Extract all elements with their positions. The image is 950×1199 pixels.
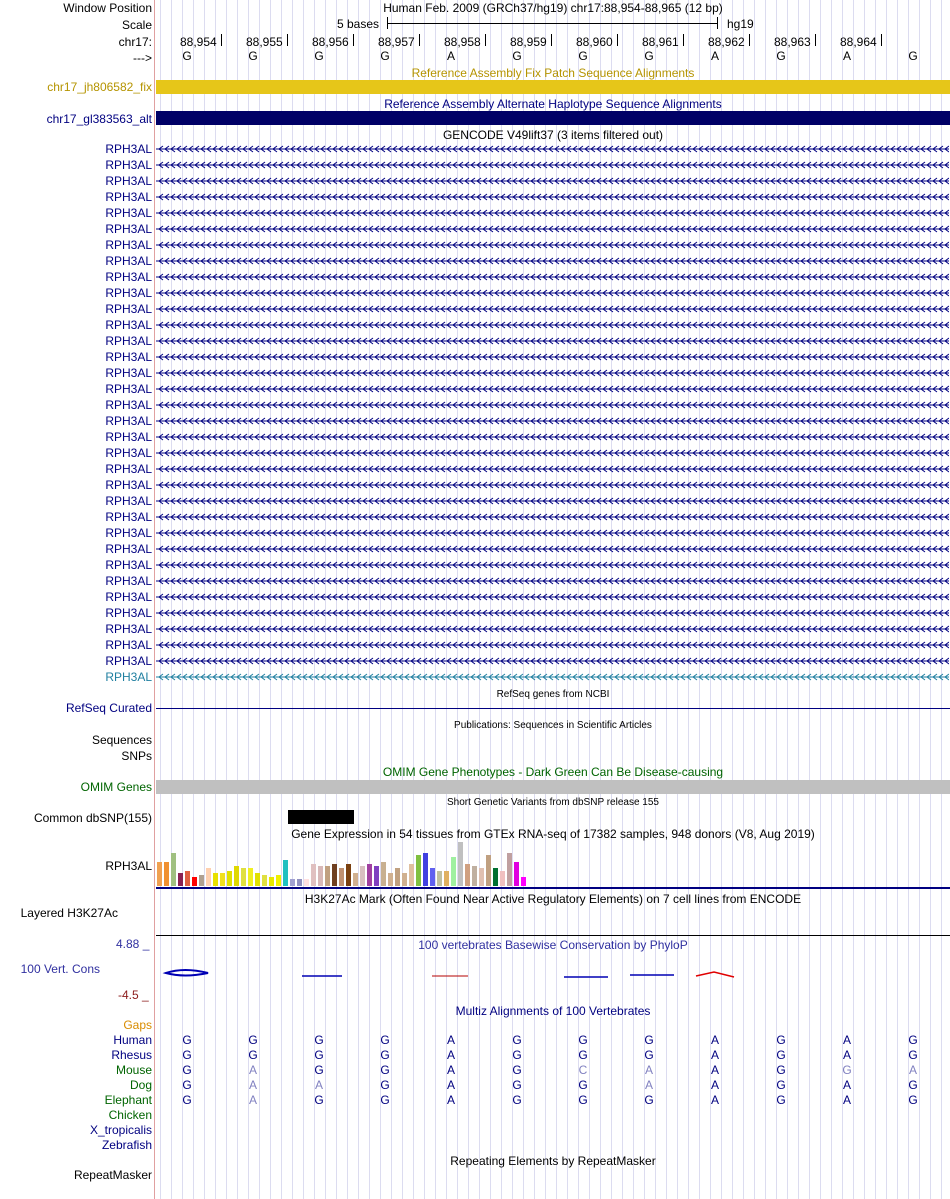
refseq-gene-line[interactable] (156, 708, 950, 709)
fix-patch-track-title: Reference Assembly Fix Patch Sequence Alignments (411, 66, 695, 80)
gencode-transcript[interactable] (156, 510, 949, 524)
multiz-base: G (380, 1063, 390, 1077)
gtex-tissue-bar[interactable] (444, 871, 449, 886)
dbsnp-track-title: Short Genetic Variants from dbSNP release 155 (447, 797, 659, 808)
multiz-species-label[interactable]: Human (113, 1033, 152, 1047)
gtex-tissue-bar[interactable] (248, 868, 253, 886)
gencode-transcript[interactable] (156, 238, 949, 252)
gtex-tissue-bar[interactable] (472, 866, 477, 886)
multiz-base: G (908, 1093, 918, 1107)
gtex-tissue-bar[interactable] (430, 868, 435, 886)
repeatmasker-track-label[interactable]: RepeatMasker (73, 1168, 152, 1182)
multiz-base: G (380, 1078, 390, 1092)
gencode-transcript[interactable] (156, 638, 949, 652)
gencode-transcript-label[interactable]: RPH3AL (105, 302, 152, 316)
gtex-tissue-bar[interactable] (493, 868, 498, 886)
gencode-transcript[interactable] (156, 526, 949, 540)
gencode-transcript-label[interactable]: RPH3AL (105, 238, 152, 252)
gencode-transcript-label[interactable]: RPH3AL (105, 398, 152, 412)
gtex-tissue-bar[interactable] (297, 879, 302, 886)
multiz-species-label[interactable]: Rhesus (111, 1048, 152, 1062)
multiz-base: G (380, 1033, 390, 1047)
gencode-transcript[interactable] (156, 318, 949, 332)
reference-base: G (182, 49, 192, 63)
gencode-transcript[interactable] (156, 270, 949, 284)
browser-title: Human Feb. 2009 (GRCh37/hg19) chr17:88,954-88,965 (12 bp) (383, 1, 723, 15)
gencode-transcript-label[interactable]: RPH3AL (105, 462, 152, 476)
gencode-transcript[interactable] (156, 254, 949, 268)
multiz-base: G (908, 1033, 918, 1047)
gtex-tissue-bar[interactable] (311, 864, 316, 886)
phylop-max-label: 4.88 _ (116, 937, 150, 951)
reference-base: A (446, 49, 455, 63)
gencode-transcript[interactable] (156, 478, 949, 492)
gencode-track-title: GENCODE V49lift37 (3 items filtered out) (442, 128, 664, 142)
position-tick (881, 34, 882, 46)
multiz-base: G (182, 1063, 192, 1077)
position-tick (353, 34, 354, 46)
position-label: 88,958 (444, 35, 481, 49)
multiz-base: G (842, 1063, 852, 1077)
multiz-base: A (248, 1078, 257, 1092)
gtex-tissue-bar[interactable] (339, 868, 344, 886)
multiz-species-label[interactable]: X_tropicalis (89, 1123, 152, 1137)
reference-base: G (512, 49, 522, 63)
gtex-tissue-bar[interactable] (199, 875, 204, 886)
gencode-transcript[interactable] (156, 558, 949, 572)
reference-base: A (710, 49, 719, 63)
gencode-transcript-label[interactable]: RPH3AL (105, 510, 152, 524)
multiz-base: G (314, 1093, 324, 1107)
gencode-transcript[interactable] (156, 462, 949, 476)
gencode-transcript-label[interactable]: RPH3AL (105, 446, 152, 460)
dbsnp-track-label[interactable]: Common dbSNP(155) (33, 811, 152, 825)
multiz-base: A (644, 1063, 653, 1077)
gencode-transcript-label[interactable]: RPH3AL (105, 286, 152, 300)
gtex-tissue-bar[interactable] (283, 860, 288, 886)
gencode-transcript[interactable] (156, 302, 949, 316)
gtex-tissue-bar[interactable] (395, 868, 400, 886)
gtex-track-title: Gene Expression in 54 tissues from GTEx RNA-seq of 17382 samples, 948 donors (V8, Aug 2019) (291, 827, 815, 841)
omim-track-title: OMIM Gene Phenotypes - Dark Green Can Be Disease-causing (382, 765, 724, 779)
chrom-label: chr17: (118, 35, 152, 49)
gtex-tissue-bar[interactable] (402, 873, 407, 886)
gencode-transcript[interactable] (156, 670, 949, 684)
position-label: 88,959 (510, 35, 547, 49)
reference-base: G (380, 49, 390, 63)
multiz-base: A (710, 1033, 719, 1047)
gtex-tissue-bar[interactable] (381, 862, 386, 886)
multiz-base: A (710, 1093, 719, 1107)
gtex-tissue-bar[interactable] (360, 866, 365, 886)
gtex-tissue-bar[interactable] (192, 877, 197, 886)
repeatmasker-track-title: Repeating Elements by RepeatMasker (450, 1154, 656, 1168)
gencode-transcript-label[interactable]: RPH3AL (105, 414, 152, 428)
gtex-tissue-bar[interactable] (514, 862, 519, 886)
gencode-transcript-label[interactable]: RPH3AL (105, 606, 152, 620)
multiz-species-label[interactable]: Zebrafish (101, 1138, 152, 1152)
gencode-transcript-label[interactable]: RPH3AL (105, 542, 152, 556)
multiz-base: A (710, 1063, 719, 1077)
multiz-base: A (710, 1078, 719, 1092)
gtex-tissue-bar[interactable] (178, 873, 183, 886)
multiz-base: G (908, 1048, 918, 1062)
multiz-base: A (446, 1033, 455, 1047)
gtex-tissue-bar[interactable] (206, 868, 211, 886)
gtex-tissue-bar[interactable] (157, 862, 162, 886)
gencode-transcript-label[interactable]: RPH3AL (105, 638, 152, 652)
gtex-tissue-bar[interactable] (255, 873, 260, 886)
multiz-base: G (512, 1033, 522, 1047)
gtex-tissue-bar[interactable] (185, 871, 190, 886)
position-tick (551, 34, 552, 46)
reference-base: G (314, 49, 324, 63)
scale-text: 5 bases (337, 17, 380, 31)
alt-haplotype-track-label[interactable]: chr17_gl383563_alt (46, 112, 152, 126)
multiz-base: C (578, 1063, 588, 1077)
multiz-base: A (908, 1063, 917, 1077)
gtex-tissue-bar[interactable] (437, 871, 442, 886)
gencode-transcript-label[interactable]: RPH3AL (105, 622, 152, 636)
gtex-tissue-bar[interactable] (374, 866, 379, 886)
multiz-base: G (380, 1048, 390, 1062)
gencode-transcript-label[interactable]: RPH3AL (105, 254, 152, 268)
position-label: 88,963 (774, 35, 811, 49)
multiz-base: G (578, 1033, 588, 1047)
gtex-tissue-bar[interactable] (227, 871, 232, 886)
multiz-base: A (248, 1093, 257, 1107)
multiz-base: A (446, 1093, 455, 1107)
multiz-base: G (380, 1093, 390, 1107)
gencode-transcript-label[interactable]: RPH3AL (105, 190, 152, 204)
gencode-transcript-label[interactable]: RPH3AL (105, 590, 152, 604)
multiz-base: G (644, 1093, 654, 1107)
gencode-transcript[interactable] (156, 574, 949, 588)
gtex-tissue-bar[interactable] (262, 875, 267, 886)
scale-bar-right-tick (717, 17, 718, 29)
gtex-tissue-bar[interactable] (304, 879, 309, 886)
gencode-transcript-label[interactable]: RPH3AL (105, 142, 152, 156)
position-label: 88,954 (180, 35, 217, 49)
gencode-transcript-label[interactable]: RPH3AL (105, 526, 152, 540)
gtex-tissue-bar[interactable] (486, 855, 491, 886)
reference-base: G (776, 49, 786, 63)
gtex-tissue-bar[interactable] (164, 862, 169, 886)
fix-patch-track-label[interactable]: chr17_jh806582_fix (47, 80, 152, 94)
multiz-base: G (512, 1063, 522, 1077)
phylop-peak-blue-1 (166, 970, 208, 976)
multiz-species-label[interactable]: Elephant (104, 1093, 152, 1107)
h3k27ac-track-label[interactable]: Layered H3K27Ac (20, 906, 118, 920)
multiz-base: G (776, 1078, 786, 1092)
gencode-transcript[interactable] (156, 206, 949, 220)
position-tick (617, 34, 618, 46)
gtex-tissue-bar[interactable] (234, 866, 239, 886)
omim-phenotype-bar[interactable] (156, 780, 950, 794)
gencode-transcript-label[interactable]: RPH3AL (105, 174, 152, 188)
gtex-tissue-bar[interactable] (171, 853, 176, 886)
phylop-min-label: -4.5 _ (118, 988, 149, 1002)
gencode-transcript-label[interactable]: RPH3AL (105, 366, 152, 380)
h3k27ac-baseline (156, 935, 950, 936)
gencode-transcript[interactable] (156, 446, 949, 460)
multiz-base: G (776, 1063, 786, 1077)
gtex-tissue-bar[interactable] (479, 868, 484, 886)
multiz-base: G (182, 1093, 192, 1107)
gtex-tissue-bar[interactable] (346, 864, 351, 886)
publications-snps-label[interactable]: SNPs (121, 749, 152, 763)
gtex-tissue-bar[interactable] (276, 875, 281, 886)
reference-base: G (644, 49, 654, 63)
gtex-tissue-bar[interactable] (325, 866, 330, 886)
multiz-base: A (842, 1078, 851, 1092)
gencode-transcript[interactable] (156, 430, 949, 444)
gencode-transcript-label[interactable]: RPH3AL (105, 222, 152, 236)
gencode-transcript-label[interactable]: RPH3AL (105, 654, 152, 668)
phylop-track-label[interactable]: 100 Vert. Cons (20, 962, 100, 976)
gtex-tissue-bar[interactable] (241, 868, 246, 886)
multiz-base: G (512, 1048, 522, 1062)
gencode-transcript-label[interactable]: RPH3AL (105, 494, 152, 508)
gencode-transcript[interactable] (156, 174, 949, 188)
gencode-transcript[interactable] (156, 654, 949, 668)
multiz-base: G (248, 1048, 258, 1062)
gencode-transcript-label[interactable]: RPH3AL (105, 382, 152, 396)
gtex-tissue-bar[interactable] (388, 873, 393, 886)
multiz-base: A (248, 1063, 257, 1077)
multiz-species-label[interactable]: Dog (129, 1078, 152, 1092)
scale-label: Scale (121, 18, 152, 32)
gtex-tissue-bar[interactable] (353, 873, 358, 886)
gencode-transcript-label[interactable]: RPH3AL (105, 350, 152, 364)
multiz-base: G (644, 1048, 654, 1062)
multiz-base: G (182, 1048, 192, 1062)
position-tick (485, 34, 486, 46)
phylop-track-title: 100 vertebrates Basewise Conservation by PhyloP (418, 938, 688, 952)
window-position-label: Window Position (63, 1, 152, 15)
multiz-base: A (842, 1033, 851, 1047)
multiz-gaps-label[interactable]: Gaps (123, 1018, 152, 1032)
gtex-tissue-bar[interactable] (220, 873, 225, 886)
gtex-tissue-bar[interactable] (290, 879, 295, 886)
position-tick (749, 34, 750, 46)
multiz-base: A (446, 1078, 455, 1092)
multiz-base: G (248, 1033, 258, 1047)
gencode-transcript[interactable] (156, 590, 949, 604)
position-label: 88,956 (312, 35, 349, 49)
gencode-transcript-label[interactable]: RPH3AL (105, 574, 152, 588)
label-column-border (154, 0, 155, 1199)
scale-bar (387, 23, 718, 24)
multiz-species-label[interactable]: Mouse (115, 1063, 152, 1077)
position-tick (815, 34, 816, 46)
gencode-transcript-label[interactable]: RPH3AL (105, 334, 152, 348)
multiz-base: G (644, 1033, 654, 1047)
multiz-base: A (644, 1078, 653, 1092)
position-tick (221, 34, 222, 46)
gencode-transcript-label[interactable]: RPH3AL (105, 670, 152, 684)
gencode-transcript-label[interactable]: RPH3AL (105, 318, 152, 332)
multiz-base: A (710, 1048, 719, 1062)
publications-sequences-label[interactable]: Sequences (91, 733, 152, 747)
position-label: 88,955 (246, 35, 283, 49)
gtex-tissue-bar[interactable] (465, 864, 470, 886)
multiz-track-title: Multiz Alignments of 100 Vertebrates (455, 1004, 651, 1018)
assembly-label: hg19 (727, 17, 754, 31)
gencode-transcript-label[interactable]: RPH3AL (105, 158, 152, 172)
position-label: 88,957 (378, 35, 415, 49)
gencode-transcript-label[interactable]: RPH3AL (105, 430, 152, 444)
gtex-tissue-bar[interactable] (269, 877, 274, 886)
reference-base: G (578, 49, 588, 63)
multiz-base: G (182, 1033, 192, 1047)
gtex-tissue-bar[interactable] (423, 853, 428, 886)
position-tick (287, 34, 288, 46)
fix-patch-alignment-bar[interactable] (156, 80, 950, 94)
position-label: 88,962 (708, 35, 745, 49)
gencode-transcript[interactable] (156, 494, 949, 508)
gencode-transcript[interactable] (156, 414, 949, 428)
gencode-transcript[interactable] (156, 350, 949, 364)
gtex-tissue-bar[interactable] (451, 857, 456, 886)
gtex-tissue-bar[interactable] (521, 877, 526, 886)
position-label: 88,960 (576, 35, 613, 49)
gencode-transcript-label[interactable]: RPH3AL (105, 270, 152, 284)
position-label: 88,961 (642, 35, 679, 49)
gtex-tissue-bar[interactable] (367, 864, 372, 886)
multiz-base: A (446, 1063, 455, 1077)
gtex-baseline (156, 887, 950, 889)
multiz-base: G (314, 1033, 324, 1047)
gencode-transcript-label[interactable]: RPH3AL (105, 206, 152, 220)
multiz-base: A (446, 1048, 455, 1062)
multiz-base: G (314, 1063, 324, 1077)
reference-base: G (248, 49, 258, 63)
gtex-tissue-bar[interactable] (213, 873, 218, 886)
multiz-base: A (842, 1093, 851, 1107)
publications-track-title: Publications: Sequences in Scientific Articles (454, 720, 652, 731)
alt-haplotype-alignment-bar[interactable] (156, 111, 950, 125)
multiz-base: G (182, 1078, 192, 1092)
refseq-track-title: RefSeq genes from NCBI (496, 689, 610, 700)
gencode-transcript[interactable] (156, 142, 949, 156)
multiz-base: G (314, 1048, 324, 1062)
gencode-transcript[interactable] (156, 190, 949, 204)
gencode-transcript[interactable] (156, 622, 949, 636)
multiz-base: G (512, 1078, 522, 1092)
gtex-tissue-bar[interactable] (318, 866, 323, 886)
alt-haplotype-track-title: Reference Assembly Alternate Haplotype Sequence Alignments (384, 97, 722, 111)
gtex-tissue-bar[interactable] (458, 842, 463, 886)
refseq-track-label[interactable]: RefSeq Curated (65, 701, 152, 715)
gencode-transcript[interactable] (156, 606, 949, 620)
multiz-base: G (776, 1033, 786, 1047)
gencode-transcript[interactable] (156, 286, 949, 300)
position-tick (419, 34, 420, 46)
gencode-transcript[interactable] (156, 158, 949, 172)
gtex-tissue-bar[interactable] (409, 864, 414, 886)
gencode-transcript[interactable] (156, 334, 949, 348)
dbsnp-variant[interactable] (288, 810, 354, 824)
position-tick (683, 34, 684, 46)
gencode-transcript-label[interactable]: RPH3AL (105, 478, 152, 492)
position-label: 88,964 (840, 35, 877, 49)
gencode-transcript[interactable] (156, 382, 949, 396)
multiz-base: G (578, 1048, 588, 1062)
multiz-base: A (842, 1048, 851, 1062)
gencode-transcript[interactable] (156, 398, 949, 412)
multiz-base: G (776, 1048, 786, 1062)
omim-track-label[interactable]: OMIM Genes (80, 780, 152, 794)
reference-base: A (842, 49, 851, 63)
strand-label: ---> (133, 51, 152, 65)
gtex-tissue-bar[interactable] (416, 855, 421, 886)
phylop-dip-red-2 (696, 972, 734, 977)
multiz-base: G (512, 1093, 522, 1107)
gencode-transcript[interactable] (156, 542, 949, 556)
multiz-species-label[interactable]: Chicken (108, 1108, 152, 1122)
multiz-base: G (578, 1078, 588, 1092)
gtex-tissue-bar[interactable] (507, 853, 512, 886)
gtex-tissue-bar[interactable] (500, 871, 505, 886)
gencode-transcript-label[interactable]: RPH3AL (105, 558, 152, 572)
scale-bar-left-tick (387, 17, 388, 29)
gencode-transcript[interactable] (156, 366, 949, 380)
multiz-base: G (578, 1093, 588, 1107)
gtex-track-label[interactable]: RPH3AL (105, 859, 152, 873)
gtex-tissue-bar[interactable] (332, 864, 337, 886)
phylop-conservation-plot[interactable] (156, 960, 950, 990)
multiz-base: A (314, 1078, 323, 1092)
multiz-base: G (776, 1093, 786, 1107)
reference-base: G (908, 49, 918, 63)
gencode-transcript[interactable] (156, 222, 949, 236)
multiz-base: G (908, 1078, 918, 1092)
h3k27ac-track-title: H3K27Ac Mark (Often Found Near Active Regulatory Elements) on 7 cell lines from ENCODE (304, 892, 802, 906)
